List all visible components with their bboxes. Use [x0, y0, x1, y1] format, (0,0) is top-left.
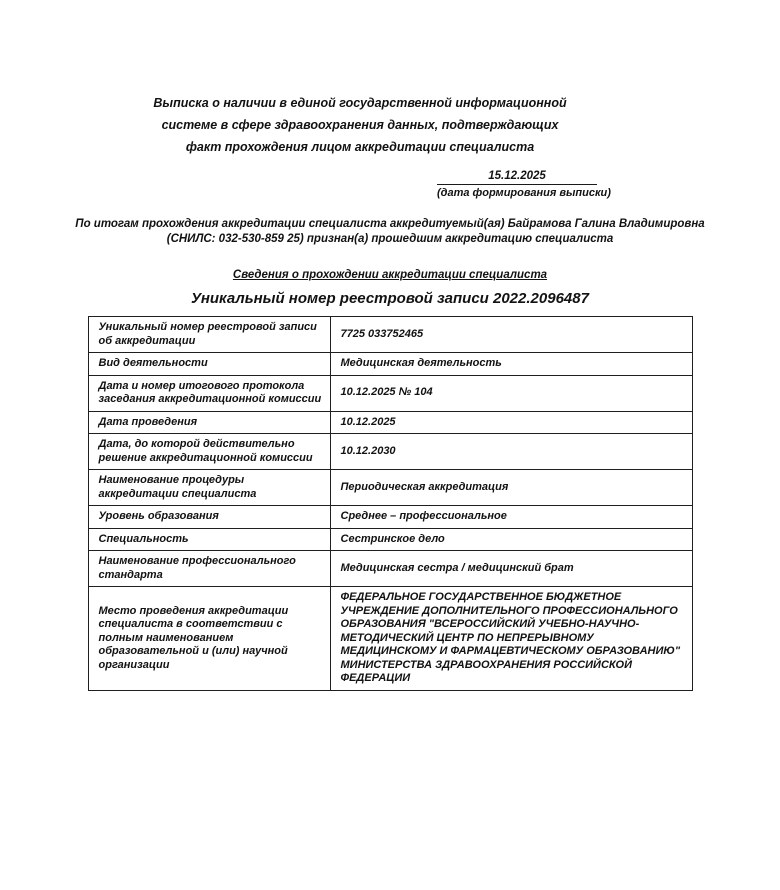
table-row	[88, 411, 692, 434]
row-value-cell: Сестринское дело	[330, 528, 692, 551]
row-value-cell: Периодическая аккредитация	[330, 470, 692, 506]
row-label-cell: Наименование процедуры аккредитации специалиста	[88, 470, 330, 506]
accreditation-summary: По итогам прохождения аккредитации специалиста аккредитуемый(ая) Байрамова Галина Владимировна (СНИЛС: 032-530-859 25) признан(а) прошедшим аккредитацию специалиста	[75, 218, 705, 245]
row-label-cell: Уникальный номер реестровой записи об аккредитации	[88, 317, 330, 353]
row-label-cell: Наименование профессионального стандарта	[88, 551, 330, 587]
table-row	[88, 506, 692, 529]
table-row	[88, 470, 692, 506]
row-label-cell: Дата и номер итогового протокола заседания аккредитационной комиссии	[88, 375, 330, 411]
table-row	[88, 375, 692, 411]
row-value-cell: 10.12.2030	[330, 434, 692, 470]
table-row	[88, 353, 692, 376]
row-value-cell: Медицинская сестра / медицинский брат	[330, 551, 692, 587]
row-value-cell: 10.12.2025	[330, 411, 692, 434]
registry-record-title: Уникальный номер реестровой записи 2022.2096487	[191, 290, 589, 307]
row-value-cell: Среднее – профессиональное	[330, 506, 692, 529]
document-title: Выписка о наличии в единой государственной информационной системе в сфере здравоохранения данных, подтверждающих факт прохождения лицом аккредитации специалиста	[153, 96, 567, 154]
row-label-cell: Место проведения аккредитации специалиста в соответствии с полным наименованием образовательной и (или) научной организации	[88, 587, 330, 691]
table-row	[88, 317, 692, 353]
row-value-cell: Медицинская деятельность	[330, 353, 692, 376]
row-value-cell: 7725 033752465	[330, 317, 692, 353]
table-row	[88, 528, 692, 551]
issue-date-block	[437, 170, 611, 199]
table-row	[88, 587, 692, 691]
issue-date: 15.12.2025	[437, 170, 597, 185]
row-label-cell: Специальность	[88, 528, 330, 551]
accreditation-table	[88, 316, 693, 691]
row-label-cell: Уровень образования	[88, 506, 330, 529]
issue-date-caption: (дата формирования выписки)	[437, 187, 611, 199]
row-label-cell: Дата, до которой действительно решение аккредитационной комиссии	[88, 434, 330, 470]
row-value-cell: 10.12.2025 № 104	[330, 375, 692, 411]
row-value-cell: ФЕДЕРАЛЬНОЕ ГОСУДАРСТВЕННОЕ БЮДЖЕТНОЕ УЧРЕЖДЕНИЕ ДОПОЛНИТЕЛЬНОГО ПРОФЕССИОНАЛЬНОГО ОБРАЗОВАНИЯ "ВСЕРОССИЙСКИЙ УЧЕБНО-НАУЧНО-МЕТОДИЧЕСКИЙ ЦЕНТР ПО НЕПРЕРЫВНОМУ МЕДИЦИНСКОМУ И ФАРМАЦЕВТИЧЕСКОМУ ОБРАЗОВАНИЮ" МИНИСТЕРСТВА ЗДРАВООХРАНЕНИЯ РОССИЙСКОЙ ФЕДЕРАЦИИ	[330, 587, 692, 691]
row-label-cell: Дата проведения	[88, 411, 330, 434]
section-title: Сведения о прохождении аккредитации специалиста	[232, 269, 548, 281]
row-label-cell: Вид деятельности	[88, 353, 330, 376]
table-row	[88, 434, 692, 470]
table-row	[88, 551, 692, 587]
